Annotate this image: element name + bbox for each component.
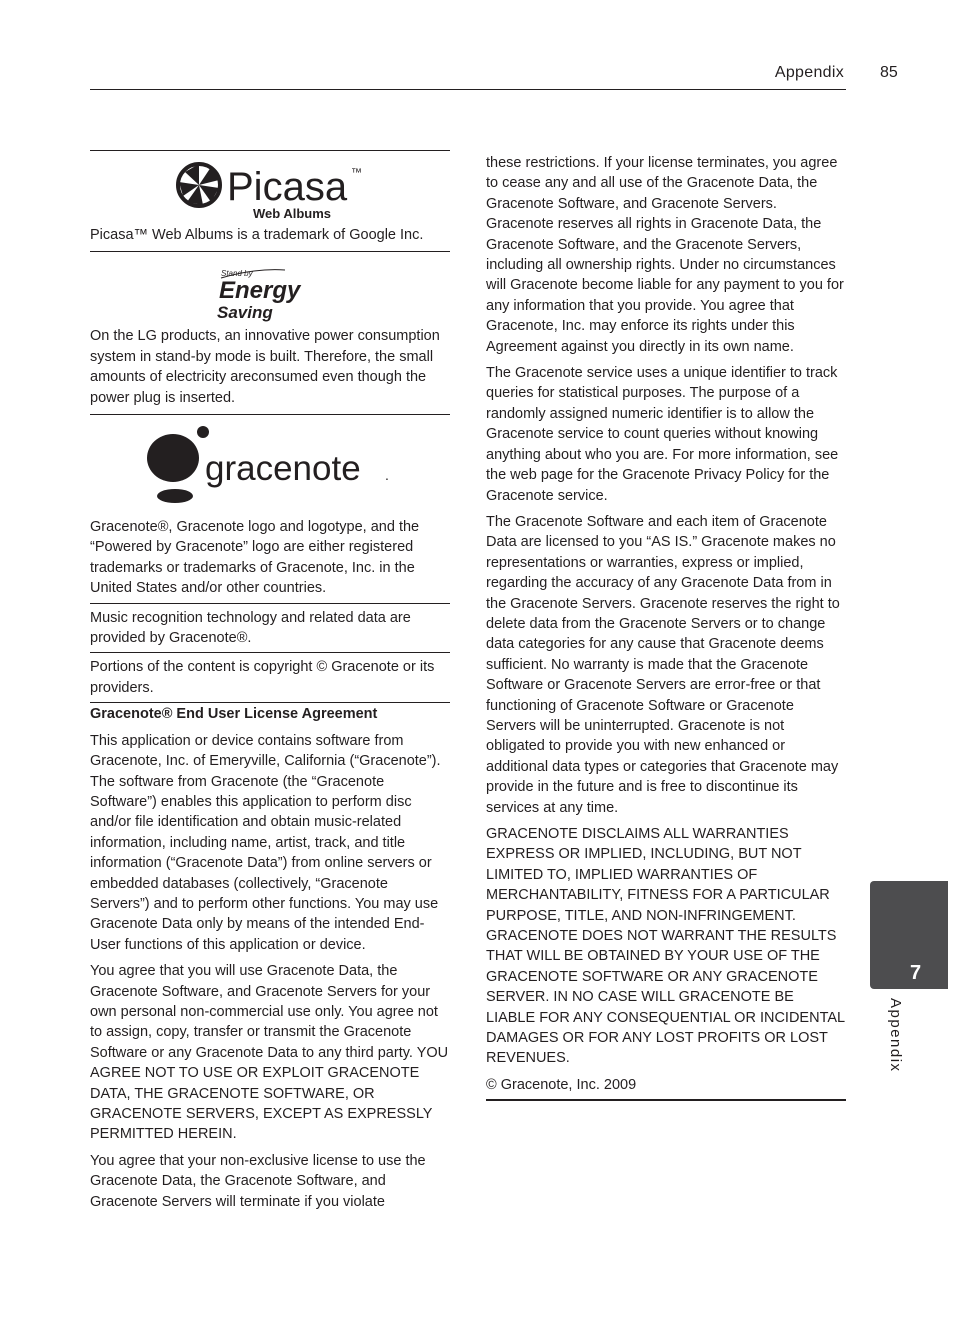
- eula-paragraph-1: This application or device contains software from Gracenote, Inc. of Emeryville, California (“Gracenote”). The software from Gracenote (the “Gracenote Software”) enables this application to perform disc and/or file identification and obtain music-related information, including name, artist, track, and title information (“Gracenote Data”) from online servers or embedded databases (collectively, “Gracenote Servers”) and to perform other functions. You may use Gracenote Data only by means of the intended End-User functions of this application or device.: [90, 732, 441, 953]
- portions-text: Portions of the content is copyright © Gracenote or its providers.: [90, 659, 435, 696]
- picasa-section: [90, 150, 450, 251]
- eula-title: Gracenote® End User License Agreement: [90, 706, 378, 723]
- music-recognition-section: [90, 603, 450, 653]
- svg-text:Picasa: Picasa: [227, 165, 348, 209]
- page-number: 85: [880, 64, 898, 81]
- eula-section: [90, 702, 450, 1212]
- eula-paragraph-4: these restrictions. If your license terminates, you agree to cease any and all use of the Gracenote Data, the Gracenote Software, and Gracenote Servers. Gracenote reserves all rights in Gracenote Data, the Gracenote Software, and the Gracenote Servers, including all ownership rights. Under no circumstances will Gracenote become liable for any payment to you for any information that you provide. You agree that Gracenote, Inc. may enforce its rights under this Agreement against you directly in its own name.: [486, 155, 844, 355]
- energy-text: On the LG products, an innovative power consumption system in stand-by mode is built. Therefore, the small amounts of electricity areconsumed even though the power plug is inserted.: [90, 328, 440, 406]
- right-column: [486, 153, 846, 1107]
- picasa-pinwheel-icon: [175, 158, 365, 222]
- svg-text:™: ™: [351, 167, 362, 179]
- gracenote-mark-icon: [145, 424, 395, 508]
- eula-paragraph-7: GRACENOTE DISCLAIMS ALL WARRANTIES EXPRESS OR IMPLIED, INCLUDING, BUT NOT LIMITED TO, IMPLIED WARRANTIES OF MERCHANTABILITY, FITNESS FOR A PARTICULAR PURPOSE, TITLE, AND NON-INFRINGEMENT. GRACENOTE DOES NOT WARRANT THE RESULTS THAT WILL BE OBTAINED BY YOUR USE OF THE GRACENOTE SOFTWARE OR ANY GRACENOTE SERVER. IN NO CASE WILL GRACENOTE BE LIABLE FOR ANY CONSEQUENTIAL OR INCIDENTAL DAMAGES OR FOR ANY LOST PROFITS OR LOST REVENUES.: [486, 826, 845, 1067]
- svg-text:gracenote: gracenote: [205, 449, 361, 489]
- energy-section: [90, 251, 450, 414]
- svg-text:Energy: Energy: [219, 277, 301, 305]
- chapter-label: Appendix: [887, 998, 904, 1073]
- eula-paragraph-6: The Gracenote Software and each item of Gracenote Data are licensed to you “AS IS.” Gracenote makes no representations or warranties, express or implied, regarding the accuracy of any Gracenote Data from in the Gracenote Servers. Gracenote reserves the right to delete data from the Gracenote Servers or to change data categories for any cause that Gracenote deems sufficient. No warranty is made that the Gracenote Software or Gracenote Servers are error-free or that functioning of Gracenote Software or Gracenote Servers will be uninterrupted. Gracenote is not obligated to provide you with new enhanced or additional data types or categories that Gracenote may provide in the future and is free to discontinue its services at any time.: [486, 513, 840, 816]
- copyright-line: © Gracenote, Inc. 2009: [486, 1075, 846, 1101]
- gracenote-section: [90, 414, 450, 603]
- page-header: [0, 60, 954, 92]
- gracenote-logo: [90, 415, 450, 515]
- energy-saving-icon: [215, 264, 325, 322]
- chapter-tab: [870, 881, 948, 989]
- left-column: [90, 150, 450, 1218]
- header-rule: [90, 89, 846, 90]
- svg-text:Saving: Saving: [217, 303, 273, 323]
- section-title: Appendix: [774, 64, 844, 81]
- picasa-logo: [90, 151, 450, 225]
- chapter-number: 7: [910, 962, 922, 984]
- portions-section: [90, 652, 450, 702]
- eula-paragraph-2: You agree that you will use Gracenote Data, the Gracenote Software, and Gracenote Servers for your own personal non-commercial use only. You agree not to assign, copy, transfer or transmit the Gracenote Software or any Gracenote Data to any third party. YOU AGREE NOT TO USE OR EXPLOIT GRACENOTE DATA, THE GRACENOTE SOFTWARE, OR GRACENOTE SERVERS, EXCEPT AS EXPRESSLY PERMITTED HEREIN.: [90, 963, 449, 1143]
- svg-text:.: .: [385, 467, 389, 484]
- music-recognition-text: Music recognition technology and related data are provided by Gracenote®.: [90, 609, 411, 647]
- energy-saving-logo: [90, 252, 450, 326]
- gracenote-trademark: Gracenote®, Gracenote logo and logotype, and the “Powered by Gracenote” logo are either registered trademarks or trademarks of Gracenote, Inc. in the United States and/or other countries.: [90, 519, 420, 597]
- svg-text:Stand by: Stand by: [221, 269, 253, 279]
- picasa-caption: Picasa™ Web Albums is a trademark of Google Inc.: [90, 227, 424, 243]
- eula-paragraph-5: The Gracenote service uses a unique identifier to track queries for statistical purposes. The purpose of a randomly assigned numeric identifier is to allow the Gracenote service to count queries without knowing anything about who you are. For more information, see the web page for the Gracenote Privacy Policy for the Gracenote service.: [486, 365, 839, 504]
- svg-text:Web Albums: Web Albums: [253, 206, 332, 221]
- eula-paragraph-3: You agree that your non-exclusive license to use the Gracenote Data, the Gracenote Software, and Gracenote Servers will terminate if you violate: [90, 1152, 426, 1210]
